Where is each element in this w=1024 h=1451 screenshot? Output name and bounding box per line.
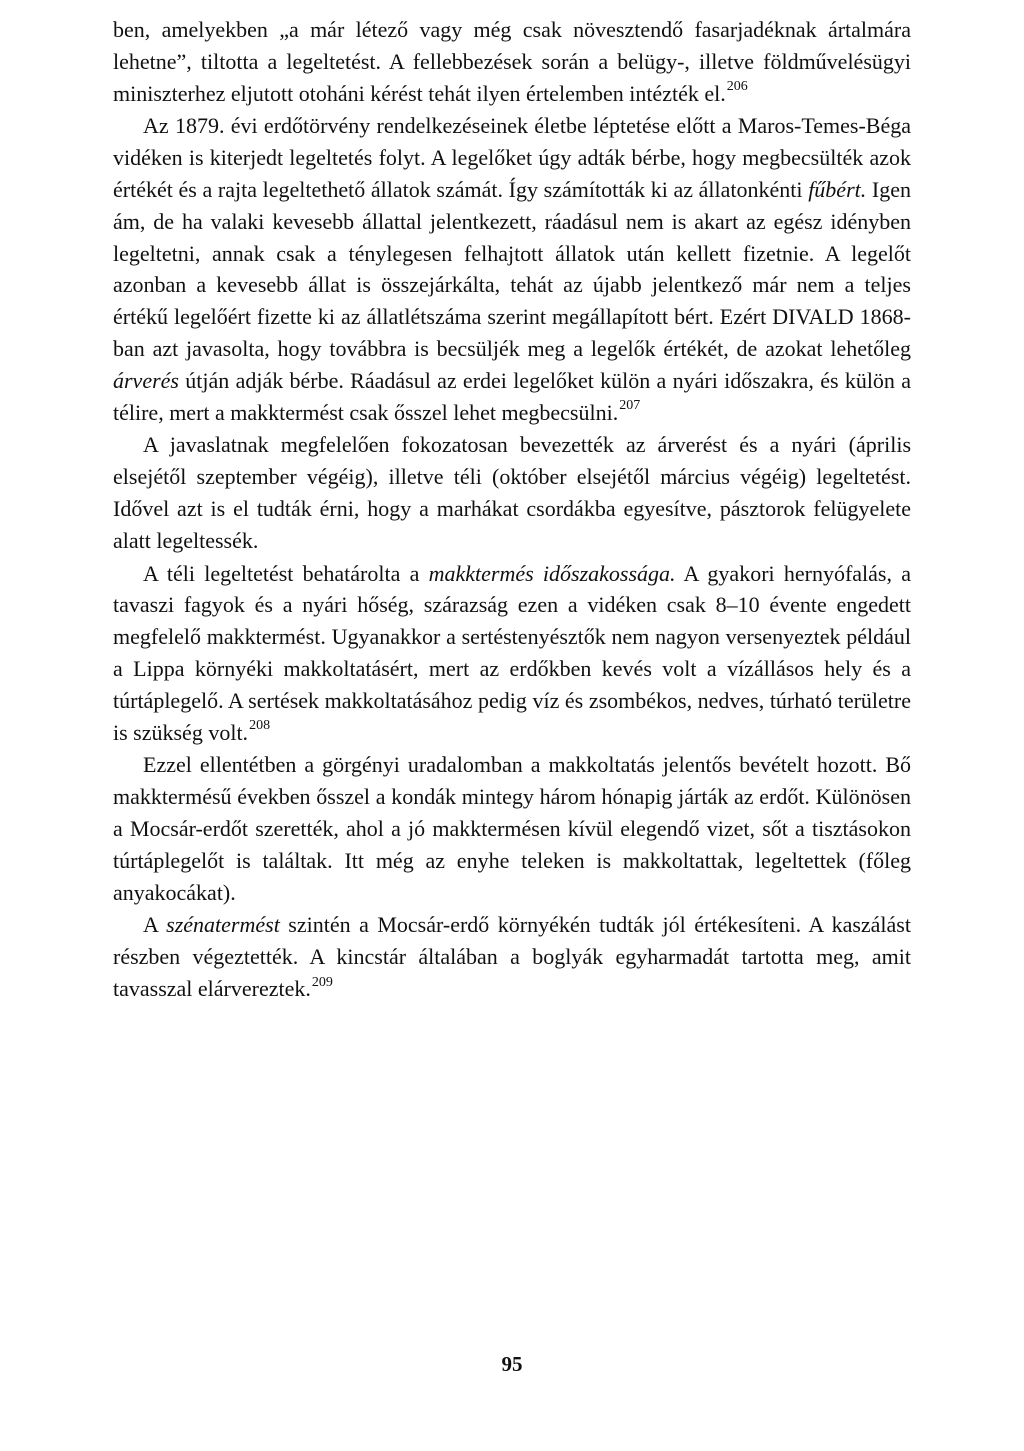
footnote-reference: 206: [726, 79, 748, 95]
emphasized-term: makktermés időszakossága.: [428, 560, 676, 586]
text-run: A gyakori hernyófalás, a tavaszi fagyok és a nyári hőség, szárazság ezen a vidéken csak 8–10 évente engedett megfelelő makktermést. Ugyanakkor a sertéstenyésztők nem nagyon versenyeztek például a Lippa környéki makkoltatásért, mert az erdőkben kevés volt a vízállásos hely és a túrtáplegelő. A sertések makkoltatásához pedig víz és zsombékos, nedves, túrható területre is szükség volt.: [113, 560, 911, 745]
text-run: A téli legeltetést behatárolta a: [143, 560, 429, 586]
paragraph: [113, 558, 911, 749]
emphasized-term: fűbért.: [808, 176, 867, 202]
text-run: ben, amelyekben „a már létező vagy még csak növesztendő fasarjadéknak ártalmára lehetne”, tiltotta a legeltetést. A fellebbezések során a belügy-, illetve földművelésügyi miniszterhez eljutott otoháni kérést tehát ilyen értelemben intézték el.: [113, 17, 911, 106]
paragraph: [113, 909, 911, 1004]
text-run: Ezzel ellentétben a görgényi uradalomban a makkoltatás jelentős bevételt hozott. Bő makktermésű években ősszel a kondák mintegy három hónapig járták az erdőt. Különösen a Mocsár-erdőt szerették, ahol a jó makktermésen kívül elegendő vizet, sőt a tisztásokon túrtáplegelőt is találtak. Itt még az enyhe teleken is makkoltattak, legeltettek (főleg anyakocákat).: [113, 752, 911, 905]
text-run: Igen ám, de ha valaki kevesebb állattal jelentkezett, ráadásul nem is akart az egész idényben legeltetni, annak csak a ténylegesen felhajtott állatok után kellett fizetnie. A legelőt azonban a kevesebb állat is összejárkálta, tehát az újabb jelentkező már nem a teljes értékű legelőért fizette ki az állatlétszáma szerint megállapított bért. Ezért DIVALD 1868-ban azt javasolta, hogy továbbra is becsüljék meg a legelők értékét, de azokat lehetőleg: [113, 176, 911, 361]
paragraph: [113, 429, 911, 556]
text-run: szintén a Mocsár-erdő környékén tudták jól értékesíteni. A kaszálást részben végeztették. A kincstár általában a boglyák egyharmadát tartotta meg, amit tavasszal elárvereztek.: [113, 912, 911, 1001]
text-run: A javaslatnak megfelelően fokozatosan bevezették az árverést és a nyári (április elsejétől szeptember végéig), illetve téli (október elsejétől március végéig) legeltetést. Idővel azt is el tudták érni, hogy a marhákat csordákba egyesítve, pásztorok felügyelete alatt legeltessék.: [113, 432, 911, 553]
emphasized-term: árverés: [113, 367, 179, 393]
page-number: 95: [501, 1352, 523, 1376]
text-run: A: [143, 912, 167, 938]
footnote-reference: 207: [619, 398, 641, 414]
paragraph: [113, 110, 911, 428]
body-text: [113, 14, 911, 1005]
text-run: Az 1879. évi erdőtörvény rendelkezéseinek életbe léptetése előtt a Maros-Temes-Béga vidéken is kiterjedt legeltetés folyt. A legelőket úgy adták bérbe, hogy megbecsülték azok értékét és a rajta legeltethető állatok számát. Így számították ki az állatonkénti: [113, 113, 911, 202]
footnote-reference: 208: [249, 718, 271, 734]
footnote-reference: 209: [311, 974, 333, 990]
paragraph: [113, 749, 911, 908]
paragraph: [113, 14, 911, 109]
emphasized-term: szénatermést: [166, 912, 280, 938]
text-run: útján adják bérbe. Ráadásul az erdei legelőket külön a nyári időszakra, és külön a télire, mert a makktermést csak ősszel lehet megbecsülni.: [113, 367, 911, 425]
